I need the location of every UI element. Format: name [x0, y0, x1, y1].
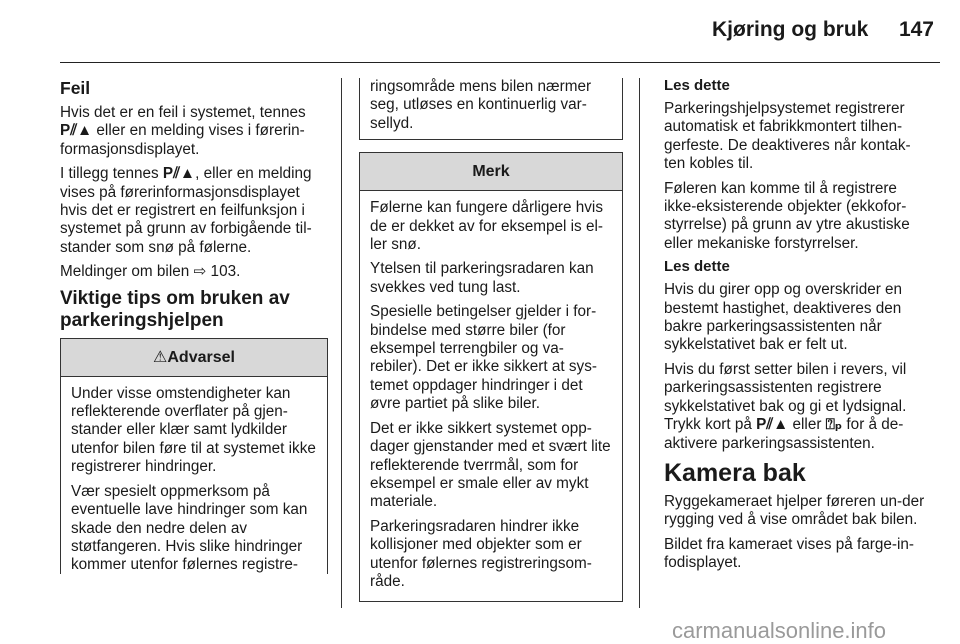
note-paragraph-4: Det er ikke sikkert systemet opp-dager gjenstander med et svært lite reflekterende tverrmål, som for eksempel er smale eller av mykt materiale. [370, 419, 611, 511]
warning-box-title: ⚠Advarsel [61, 339, 327, 377]
column-3 [664, 78, 926, 579]
note-paragraph-5: Parkeringsradaren hindrer ikke kollisjoner med objekter som er utenfor følernes registreringsom-råde. [370, 517, 592, 590]
note-2-paragraph-2 [664, 361, 926, 453]
note-paragraph-3: Spesielle betingelser gjelder i for-bindelse med større biler (for eksempel terrengbiler og va-rebiler). Det er ikke sikkert at sys-temet oppdager hindringer i det øvre partiet på slike biler. [370, 303, 597, 413]
note-1-paragraph-1: Parkeringshjelpsystemet registrerer automatisk et fabrikkmontert tilhen-gerfeste. De deaktiveres når kontak-ten kobles til. [664, 100, 911, 173]
note-box-title: Merk [360, 153, 622, 191]
parking-assist-icon: P⫽▲ [162, 165, 196, 183]
heading-rear-camera: Kamera bak [664, 458, 806, 487]
paragraph-vehicle-messages: Meldinger om bilen ⇨ 103. [60, 263, 241, 281]
warning-paragraph-1: Under visse omstendigheter kan reflekterende overflater på gjen-stander eller klær samt lydkilder utenfor bilen føre til at systemet ikke registrerer hindringer. [71, 384, 316, 476]
column-1 [60, 78, 328, 574]
page-number: 147 [898, 18, 934, 41]
heading-fault: Feil [60, 78, 91, 98]
column-divider-1 [341, 78, 342, 608]
camera-paragraph-1: Ryggekameraet hjelper føreren un-der rygging ved å vise området bak bilen. [664, 492, 925, 529]
warning-box [60, 338, 328, 574]
note-box [359, 152, 623, 602]
header-rule [60, 62, 940, 63]
text-fault-1a: Hvis det er en feil i systemet, tennes [60, 104, 306, 121]
watermark: carmanualsonline.info [672, 618, 887, 643]
note-1-paragraph-2: Føleren kan komme til å registrere ikke-eksisterende objekter (ekkofor-styrrelse) på grunn av ytre akustiske eller mekaniske forstyrrelser. [664, 179, 910, 252]
note-paragraph-2: Ytelsen til parkeringsradaren kan svekkes ved tung last. [370, 260, 594, 296]
column-divider-2 [639, 78, 640, 608]
warning-paragraph-2: Vær spesielt oppmerksom på eventuelle lave hindringer som kan skade den nedre delen av støtfangeren. Hvis slike hindringer kommer utenfor følernes registre- [71, 482, 308, 574]
note-2-paragraph-1: Hvis du girer opp og overskrider en bestemt hastighet, deaktiveres den bakre parkeringsassistenten når sykkelstativet bak er felt ut. [664, 281, 903, 354]
parking-assist-icon: P⫽▲ [60, 122, 93, 140]
paragraph-fault-2 [60, 165, 328, 257]
text-note-2b: eller [788, 416, 826, 434]
parking-assist-off-icon: ⍰ₚ [825, 416, 843, 434]
note-paragraph-1: Følerne kan fungere dårligere hvis de er dekket av for eksempel is el-ler snø. [370, 199, 603, 254]
warning-box-continued [359, 78, 623, 140]
heading-tips: Viktige tips om bruken av parkeringshjelpen [60, 287, 290, 331]
camera-paragraph-2: Bildet fra kameraet vises på farge-in-fodisplayet. [664, 535, 914, 572]
column-2 [359, 78, 623, 602]
text-note-2c: for å de-aktivere parkeringsassistenten. [664, 416, 904, 452]
text-note-2a: Hvis du først setter bilen i revers, vil parkeringsassistenten registrere sykkelstativet bak og gi et lydsignal. Trykk kort på [664, 360, 907, 434]
note-heading-2: Les dette [664, 258, 730, 276]
parking-assist-icon: P⫽▲ [756, 416, 789, 434]
note-heading-1: Les dette [664, 77, 730, 94]
running-header-title: Kjøring og bruk [712, 18, 869, 41]
text-fault-2a: I tillegg tennes [60, 165, 163, 183]
text-fault-2b: , eller en melding vises på førerinformasjonsdisplayet hvis det er registrert en feilfunksjon i systemet på grunn av forbigående til-stander som snø på følerne. [60, 165, 312, 256]
warning-continued-text: ringsområde mens bilen nærmer seg, utløses en kontinuerlig var-sellyd. [370, 78, 592, 132]
paragraph-fault-1 [60, 104, 328, 159]
text-fault-1b: eller en melding vises i førerin-formasjonsdisplayet. [60, 122, 305, 158]
